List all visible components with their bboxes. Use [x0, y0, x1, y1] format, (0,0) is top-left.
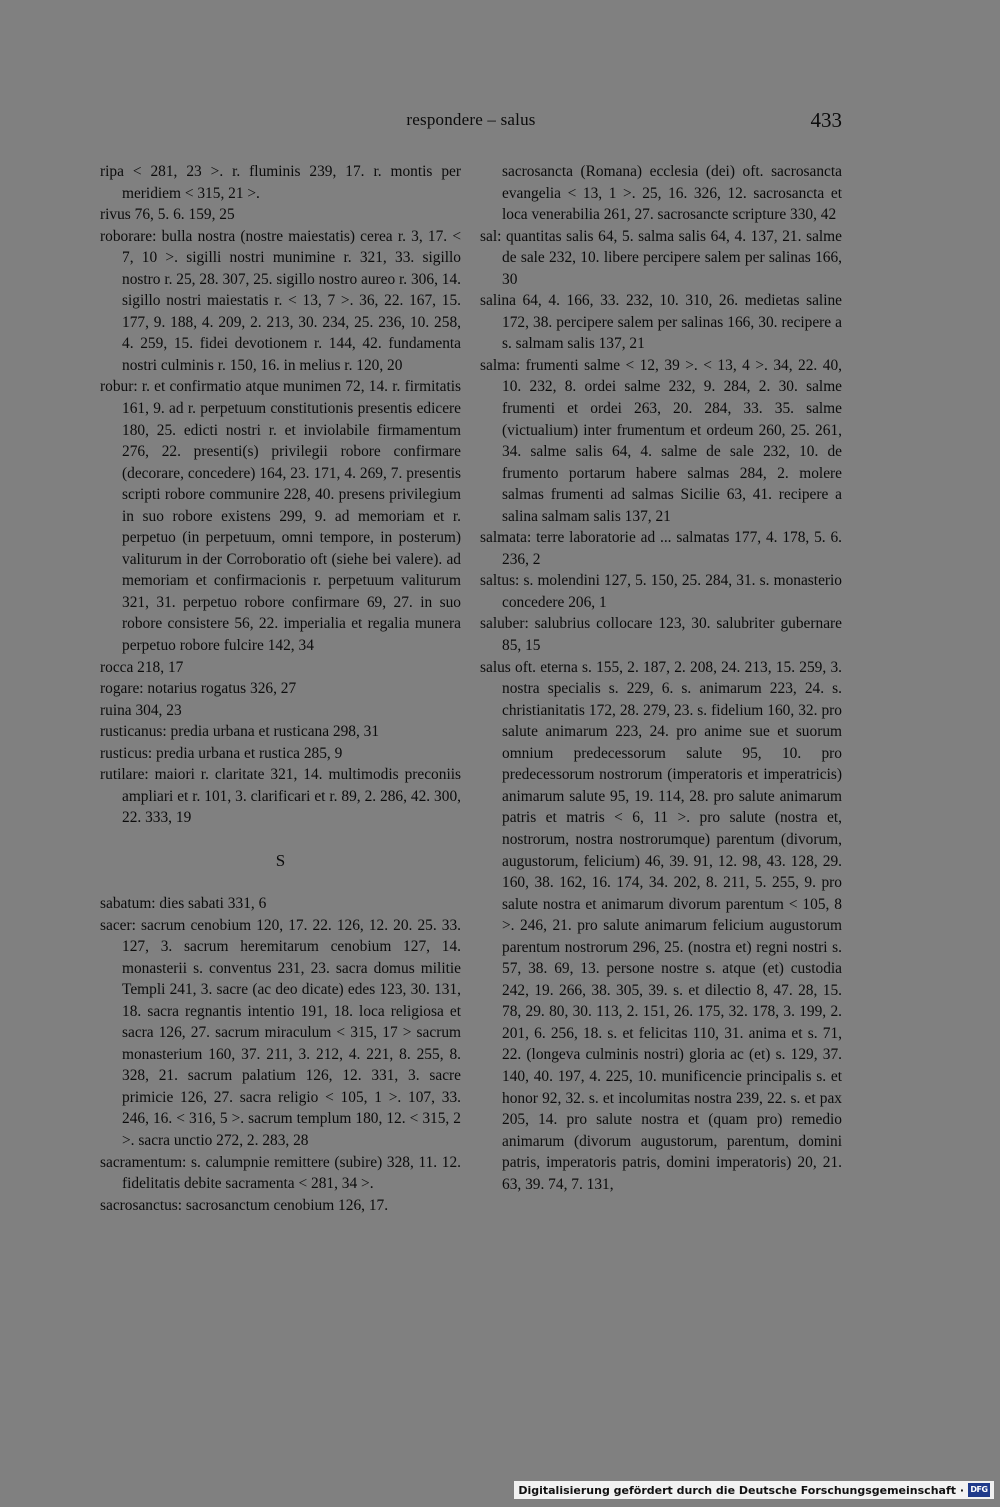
page-header [100, 110, 842, 138]
index-entry: rusticanus: predia urbana et rusticana 298, 31 [100, 723, 380, 741]
left-column [100, 161, 461, 1216]
index-entry: robur: r. et confirmatio atque munimen 72, 14. r. firmitatis 161, 9. ad r. perpetuum constitutionis presentis edicere 180, 25. edicti nostri r. et inviolabile firmamentum 276, 22. presenti(s) privilegii robore confirmare (decorare, concedere) 164, 23. 171, 4. 269, 7. presentis scripti robore communire 228, 40. presens privilegium in suo robore existens 299, 9. ad memoriam et r. perpetuo (in perpetuum, omni tempore, in posterum) valiturum in der Corroboratio oft (siehe bei valere). ad memoriam et confirmacionis r. perpetuum valiturum 321, 31. perpetuo robore confirmare 69, 27. in suo robore consistere 56, 22. imperialia et regalia munera perpetuo robore fulcire 142, 34 [100, 378, 461, 655]
index-entry: rivus 76, 5. 6. 159, 25 [100, 206, 235, 224]
section-letter: S [275, 850, 286, 870]
page-number: 433 [810, 108, 842, 132]
index-entry: sacer: sacrum cenobium 120, 17. 22. 126, 12. 20. 25. 33. 127, 3. sacrum heremitarum cenobium 127, 14. monasterii s. conventus 231, 23. sacra domus militie Templi 241, 3. sacre (ac deo dicate) edes 123, 30. 131, 18. sacra regnantis intentio 191, 18. loca religiosa et sacra 126, 27. sacrum miraculum < 315, 17 > sacrum monasterium 160, 37. 211, 3. 212, 4. 221, 8. 255, 8. 328, 21. sacrum palatium 126, 12. 331, 3. sacre primicie 126, 27. sacra religio < 105, 1 >. 107, 33. 246, 16. < 316, 5 >. sacrum templum 180, 12. < 315, 2 >. sacra unctio 272, 2. 283, 28 [100, 916, 461, 1149]
index-entry: roborare: bulla nostra (nostre maiestatis) cerea r. 3, 17. < 7, 10 >. sigilli nostri munimine r. 321, 33. sigillo nostro r. 25, 28. 307, 25. sigillo nostro aureo r. 306, 14. sigillo nostri maiestatis r. < 13, 7 >. 36, 22. 167, 15. 177, 9. 188, 4. 209, 2. 213, 30. 234, 25. 236, 10. 258, 4. 259, 15. fidei devotionem r. 144, 42. fundamenta nostri culminis r. 150, 16. in melius r. 120, 20 [100, 227, 462, 374]
index-entry: rocca 218, 17 [100, 658, 184, 676]
index-entry: rusticus: predia urbana et rustica 285, 9 [100, 744, 343, 762]
index-entry: sacramentum: s. calumpnie remittere (subire) 328, 11. 12. fidelitatis debite sacramenta < 281, 34 >. [100, 1153, 461, 1193]
index-entry: rogare: notarius rogatus 326, 27 [100, 680, 297, 698]
index-entry: saltus: s. molendini 127, 5. 150, 25. 284, 31. s. monasterio concedere 206, 1 [480, 572, 842, 611]
index-entry: sal: quantitas salis 64, 5. salma salis 64, 4. 137, 21. salme de sale 232, 10. libere percipere salem per salinas 166, 30 [480, 227, 842, 288]
index-entry: salina 64, 4. 166, 33. 232, 10. 310, 26. medietas saline 172, 38. percipere salem per salinas 166, 30. recipere a s. salmam salis 137, 21 [480, 292, 842, 353]
index-entry: salma: frumenti salme < 12, 39 >. < 13, 4 >. 34, 22. 40, 10. 232, 8. ordei salme 232, 9. 284, 2. 30. salme frumenti et ordei 263, 20. 284, 33. 35. salme (victualium) inter frumentum et ordeum 260, 25. 261, 34. salme salis 64, 4. salme de sale 232, 10. de frumento portarum habere salmas 284, 2. molere salmas frumenti ad salmas Sicilie 63, 41. recipere a salina salmam salis 137, 21 [480, 356, 842, 525]
index-entry: rutilare: maiori r. claritate 321, 14. multimodis preconiis ampliari et r. 101, 3. clarificari et r. 89, 2. 286, 42. 300, 22. 333, 19 [100, 766, 461, 827]
funding-text: Digitalisierung gefördert durch die Deutsche Forschungsgemeinschaft · [518, 1483, 964, 1497]
index-entry: ruina 304, 23 [100, 701, 182, 719]
index-entry: salmata: terre laboratorie ad ... salmatas 177, 4. 178, 5. 6. 236, 2 [480, 529, 842, 568]
index-entry: sabatum: dies sabati 331, 6 [100, 894, 267, 912]
index-entry: saluber: salubrius collocare 123, 30. salubriter gubernare 85, 15 [480, 615, 842, 655]
index-entry: salus oft. eterna s. 155, 2. 187, 2. 208, 24. 213, 15. 259, 3. nostra specialis s. 229, 6. s. animarum 223, 24. s. christianitatis 172, 28. 279, 23. s. fidelium 160, 32. pro salute animarum 223, 24. pro anime sue et suorum omnium predecessorum salute 95, 10. pro predecessorum nostrorum (imperatoris et imperatricis) animarum salute 95, 19. 114, 28. pro salute animarum patris et matris < 6, 11 >. pro salute (nostra et, nostrorum, nostra nostrorumque) parentum (divorum, augustorum, felicium) 46, 39. 91, 12. 98, 43. 128, 29. 160, 38. 162, 16. 174, 34. 202, 8. 211, 5. 255, 9. pro salute nostra et animarum divorum parentum < 105, 8 >. 246, 21. pro salute animarum felicium augustorum parentum nostrorum 296, 25. (nostra et) regni nostri s. 57, 38. 69, 13. persone nostre s. atque (et) custodia 242, 19. 266, 38. 305, 39. s. et dilectio 8, 47. 28, 15. 78, 29. 80, 30. 113, 2. 151, 26. 175, 32. 178, 3. 199, 2. 201, 6. 256, 18. s. et felicitas 110, 31. anima et s. 71, 22. (longeva culminis nostri) gloria ac (et) s. 129, 37. 140, 40. 197, 4. 225, 10. munificencie principalis s. et honor 92, 32. s. et incolumitas nostra 239, 22. s. et pax 205, 14. pro salute nostra et (quam pro) remedio animarum (divorum augustorum, parentum, domini patris, imperatoris patris, domini imperatoris) 20, 21. 63, 39. 74, 7. 131, [480, 658, 842, 1193]
index-entry: ripa < 281, 23 >. r. fluminis 239, 17. r. montis per meridiem < 315, 21 >. [100, 163, 461, 202]
right-column [480, 161, 842, 1195]
funding-footer [514, 1481, 994, 1499]
running-title: respondere – salus [406, 110, 536, 129]
index-entry-continuation: sacrosancta (Romana) ecclesia (dei) oft. sacrosancta evangelia < 13, 1 >. 25, 16. 326, 12. sacrosancta et loca venerabilia 261, 27. sacrosancte scripture 330, 42 [502, 163, 842, 224]
index-entry: sacrosanctus: sacrosanctum cenobium 126, 17. [100, 1196, 389, 1214]
dfg-logo: DFG [968, 1483, 990, 1497]
